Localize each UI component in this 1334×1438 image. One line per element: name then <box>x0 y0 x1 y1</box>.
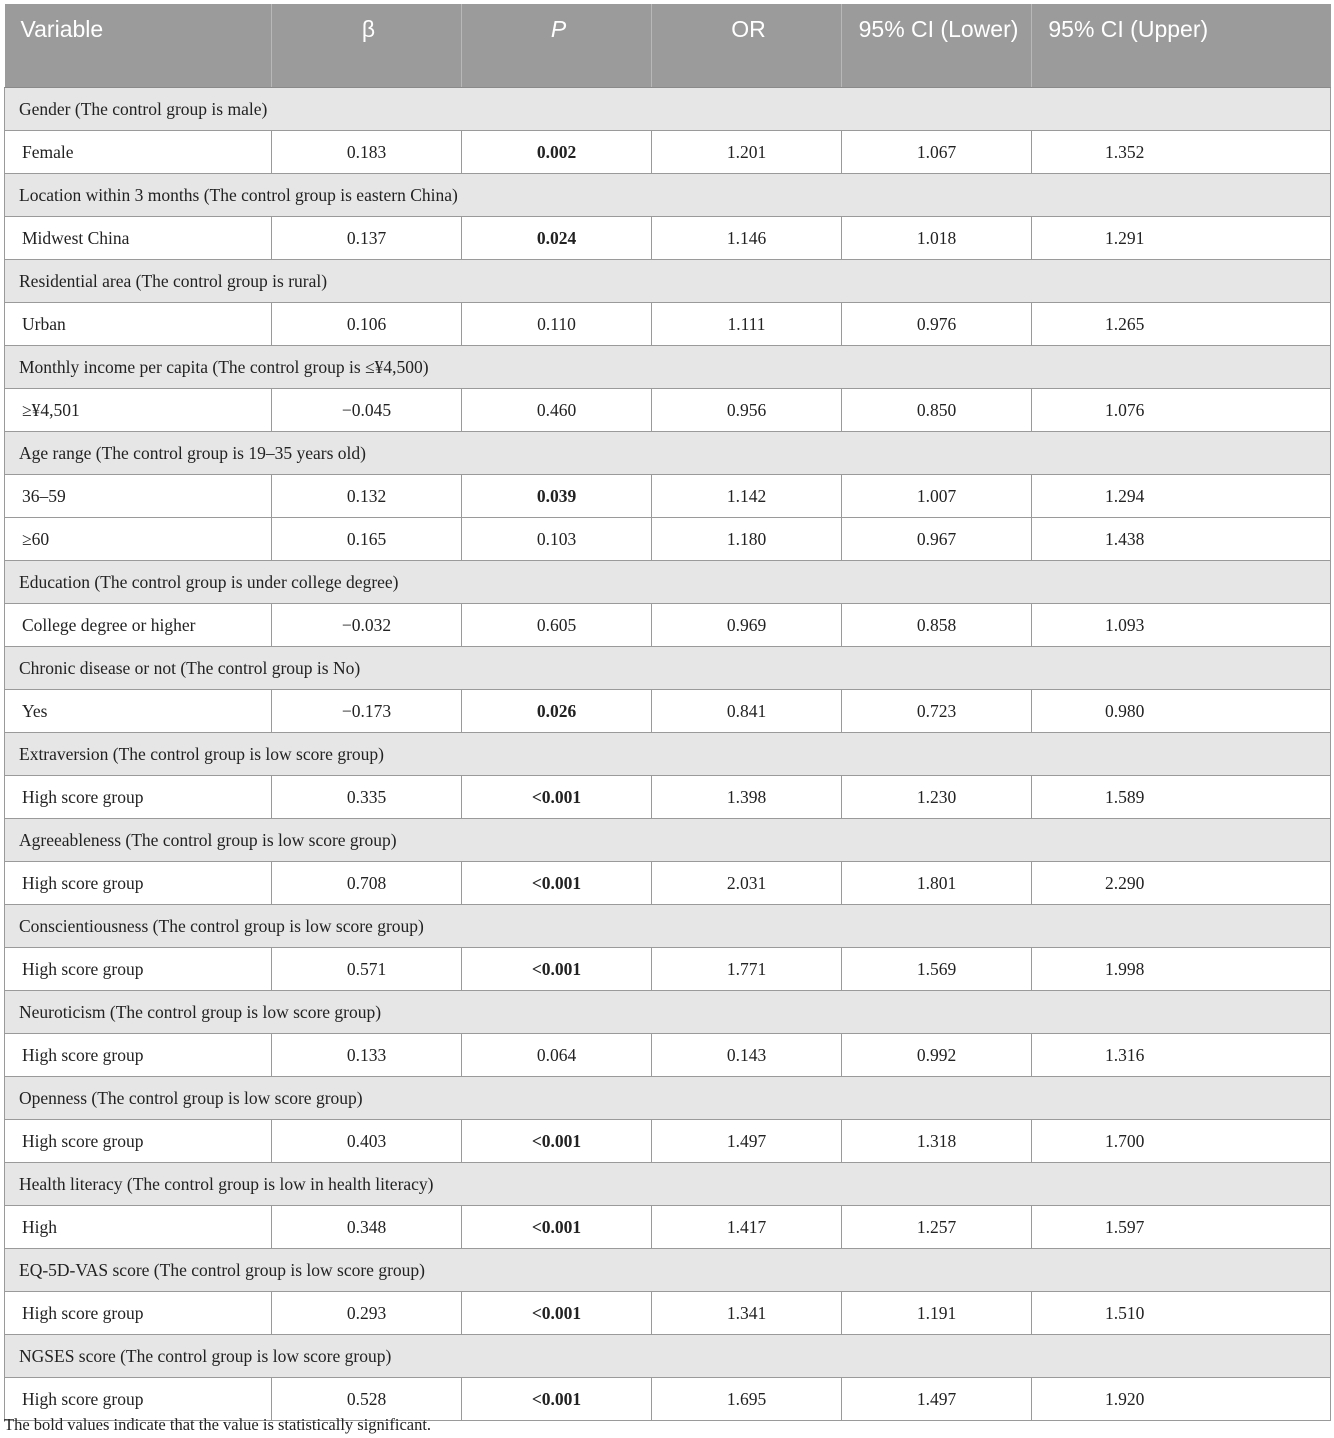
cell-ci-lower: 0.858 <box>842 604 1032 647</box>
cell-p: <0.001 <box>462 1292 652 1335</box>
group-title: EQ-5D-VAS score (The control group is low score group) <box>5 1249 1331 1292</box>
group-title: NGSES score (The control group is low score group) <box>5 1335 1331 1378</box>
header-row <box>5 4 1331 88</box>
cell-p: 0.605 <box>462 604 652 647</box>
cell-ci-lower: 1.007 <box>842 475 1032 518</box>
cell-ci-upper: 1.291 <box>1032 217 1331 260</box>
cell-beta: 0.335 <box>272 776 462 819</box>
cell-p: 0.110 <box>462 303 652 346</box>
cell-ci-upper: 1.998 <box>1032 948 1331 991</box>
cell-beta: 0.528 <box>272 1378 462 1421</box>
cell-beta: 0.571 <box>272 948 462 991</box>
cell-ci-upper: 1.510 <box>1032 1292 1331 1335</box>
table-row <box>5 776 1331 819</box>
cell-ci-upper: 1.597 <box>1032 1206 1331 1249</box>
group-title: Agreeableness (The control group is low score group) <box>5 819 1331 862</box>
group-header-row <box>5 1077 1331 1120</box>
cell-ci-upper: 1.920 <box>1032 1378 1331 1421</box>
cell-ci-lower: 1.497 <box>842 1378 1032 1421</box>
cell-or: 1.497 <box>652 1120 842 1163</box>
cell-ci-lower: 1.569 <box>842 948 1032 991</box>
cell-beta: 0.132 <box>272 475 462 518</box>
cell-ci-upper: 1.700 <box>1032 1120 1331 1163</box>
cell-or: 1.180 <box>652 518 842 561</box>
table-row <box>5 604 1331 647</box>
group-title: Health literacy (The control group is low in health literacy) <box>5 1163 1331 1206</box>
table-row <box>5 1206 1331 1249</box>
cell-ci-upper: 1.265 <box>1032 303 1331 346</box>
cell-p: <0.001 <box>462 1120 652 1163</box>
cell-p: <0.001 <box>462 1378 652 1421</box>
group-header-row <box>5 561 1331 604</box>
cell-or: 1.142 <box>652 475 842 518</box>
group-title: Age range (The control group is 19–35 years old) <box>5 432 1331 475</box>
cell-or: 1.341 <box>652 1292 842 1335</box>
cell-ci-lower: 1.018 <box>842 217 1032 260</box>
cell-p: 0.064 <box>462 1034 652 1077</box>
cell-beta: 0.133 <box>272 1034 462 1077</box>
cell-ci-lower: 1.257 <box>842 1206 1032 1249</box>
cell-or: 0.143 <box>652 1034 842 1077</box>
table-body <box>5 88 1331 1421</box>
header-beta: β <box>272 4 462 88</box>
cell-or: 0.969 <box>652 604 842 647</box>
cell-or: 2.031 <box>652 862 842 905</box>
group-header-row <box>5 733 1331 776</box>
cell-ci-upper: 1.093 <box>1032 604 1331 647</box>
header-p: P <box>462 4 652 88</box>
cell-or: 0.841 <box>652 690 842 733</box>
group-header-row <box>5 174 1331 217</box>
cell-p: 0.039 <box>462 475 652 518</box>
cell-label: High <box>5 1206 272 1249</box>
cell-ci-lower: 1.230 <box>842 776 1032 819</box>
cell-p: 0.103 <box>462 518 652 561</box>
cell-label: High score group <box>5 1378 272 1421</box>
cell-label: 36–59 <box>5 475 272 518</box>
cell-label: Yes <box>5 690 272 733</box>
cell-or: 1.695 <box>652 1378 842 1421</box>
table-row <box>5 1120 1331 1163</box>
cell-or: 1.771 <box>652 948 842 991</box>
cell-ci-lower: 0.850 <box>842 389 1032 432</box>
table-row <box>5 1034 1331 1077</box>
cell-beta: −0.032 <box>272 604 462 647</box>
group-title: Extraversion (The control group is low score group) <box>5 733 1331 776</box>
table-footnote: The bold values indicate that the value is statistically significant. <box>4 1415 432 1434</box>
cell-p: <0.001 <box>462 862 652 905</box>
cell-beta: −0.045 <box>272 389 462 432</box>
group-header-row <box>5 647 1331 690</box>
cell-label: College degree or higher <box>5 604 272 647</box>
group-title: Conscientiousness (The control group is low score group) <box>5 905 1331 948</box>
cell-ci-lower: 0.992 <box>842 1034 1032 1077</box>
table-row <box>5 131 1331 174</box>
table-row <box>5 862 1331 905</box>
header-ci-upper: 95% CI (Upper) <box>1032 4 1331 88</box>
cell-or: 1.417 <box>652 1206 842 1249</box>
cell-or: 0.956 <box>652 389 842 432</box>
group-title: Location within 3 months (The control group is eastern China) <box>5 174 1331 217</box>
table-row <box>5 475 1331 518</box>
cell-p: 0.002 <box>462 131 652 174</box>
cell-beta: 0.293 <box>272 1292 462 1335</box>
cell-beta: 0.106 <box>272 303 462 346</box>
cell-beta: 0.165 <box>272 518 462 561</box>
table-header <box>5 4 1331 88</box>
header-or: OR <box>652 4 842 88</box>
table-row <box>5 303 1331 346</box>
group-title: Education (The control group is under college degree) <box>5 561 1331 604</box>
cell-ci-upper: 1.316 <box>1032 1034 1331 1077</box>
cell-ci-lower: 0.967 <box>842 518 1032 561</box>
cell-label: High score group <box>5 948 272 991</box>
header-ci-lower: 95% CI (Lower) <box>842 4 1032 88</box>
cell-beta: −0.173 <box>272 690 462 733</box>
cell-label: High score group <box>5 1034 272 1077</box>
group-header-row <box>5 260 1331 303</box>
cell-label: High score group <box>5 1120 272 1163</box>
cell-label: Urban <box>5 303 272 346</box>
cell-p: <0.001 <box>462 776 652 819</box>
cell-p: 0.026 <box>462 690 652 733</box>
cell-beta: 0.183 <box>272 131 462 174</box>
table-row <box>5 690 1331 733</box>
cell-label: High score group <box>5 776 272 819</box>
cell-beta: 0.348 <box>272 1206 462 1249</box>
cell-ci-lower: 0.976 <box>842 303 1032 346</box>
cell-or: 1.398 <box>652 776 842 819</box>
cell-ci-upper: 1.352 <box>1032 131 1331 174</box>
cell-beta: 0.137 <box>272 217 462 260</box>
cell-ci-upper: 1.076 <box>1032 389 1331 432</box>
header-variable: Variable <box>5 4 272 88</box>
group-title: Residential area (The control group is rural) <box>5 260 1331 303</box>
cell-ci-upper: 2.290 <box>1032 862 1331 905</box>
cell-ci-lower: 1.067 <box>842 131 1032 174</box>
cell-ci-lower: 1.801 <box>842 862 1032 905</box>
cell-p: <0.001 <box>462 1206 652 1249</box>
cell-ci-upper: 1.294 <box>1032 475 1331 518</box>
group-header-row <box>5 991 1331 1034</box>
group-header-row <box>5 432 1331 475</box>
cell-label: ≥60 <box>5 518 272 561</box>
group-title: Monthly income per capita (The control group is ≤¥4,500) <box>5 346 1331 389</box>
table-row <box>5 389 1331 432</box>
regression-table <box>4 4 1331 1421</box>
group-header-row <box>5 819 1331 862</box>
table-row <box>5 518 1331 561</box>
group-header-row <box>5 905 1331 948</box>
cell-ci-upper: 0.980 <box>1032 690 1331 733</box>
cell-label: ≥¥4,501 <box>5 389 272 432</box>
group-header-row <box>5 1163 1331 1206</box>
cell-label: Female <box>5 131 272 174</box>
table-row <box>5 948 1331 991</box>
cell-or: 1.146 <box>652 217 842 260</box>
cell-ci-lower: 0.723 <box>842 690 1032 733</box>
cell-label: High score group <box>5 862 272 905</box>
cell-p: 0.460 <box>462 389 652 432</box>
cell-ci-upper: 1.438 <box>1032 518 1331 561</box>
cell-ci-upper: 1.589 <box>1032 776 1331 819</box>
group-title: Chronic disease or not (The control group is No) <box>5 647 1331 690</box>
cell-ci-lower: 1.318 <box>842 1120 1032 1163</box>
cell-beta: 0.708 <box>272 862 462 905</box>
group-title: Openness (The control group is low score group) <box>5 1077 1331 1120</box>
group-header-row <box>5 1249 1331 1292</box>
group-header-row <box>5 346 1331 389</box>
cell-ci-lower: 1.191 <box>842 1292 1032 1335</box>
cell-or: 1.201 <box>652 131 842 174</box>
group-title: Neuroticism (The control group is low score group) <box>5 991 1331 1034</box>
cell-p: <0.001 <box>462 948 652 991</box>
cell-beta: 0.403 <box>272 1120 462 1163</box>
cell-label: Midwest China <box>5 217 272 260</box>
table-row <box>5 217 1331 260</box>
group-header-row <box>5 1335 1331 1378</box>
cell-p: 0.024 <box>462 217 652 260</box>
cell-label: High score group <box>5 1292 272 1335</box>
table-row <box>5 1292 1331 1335</box>
cell-or: 1.111 <box>652 303 842 346</box>
group-header-row <box>5 88 1331 131</box>
group-title: Gender (The control group is male) <box>5 88 1331 131</box>
